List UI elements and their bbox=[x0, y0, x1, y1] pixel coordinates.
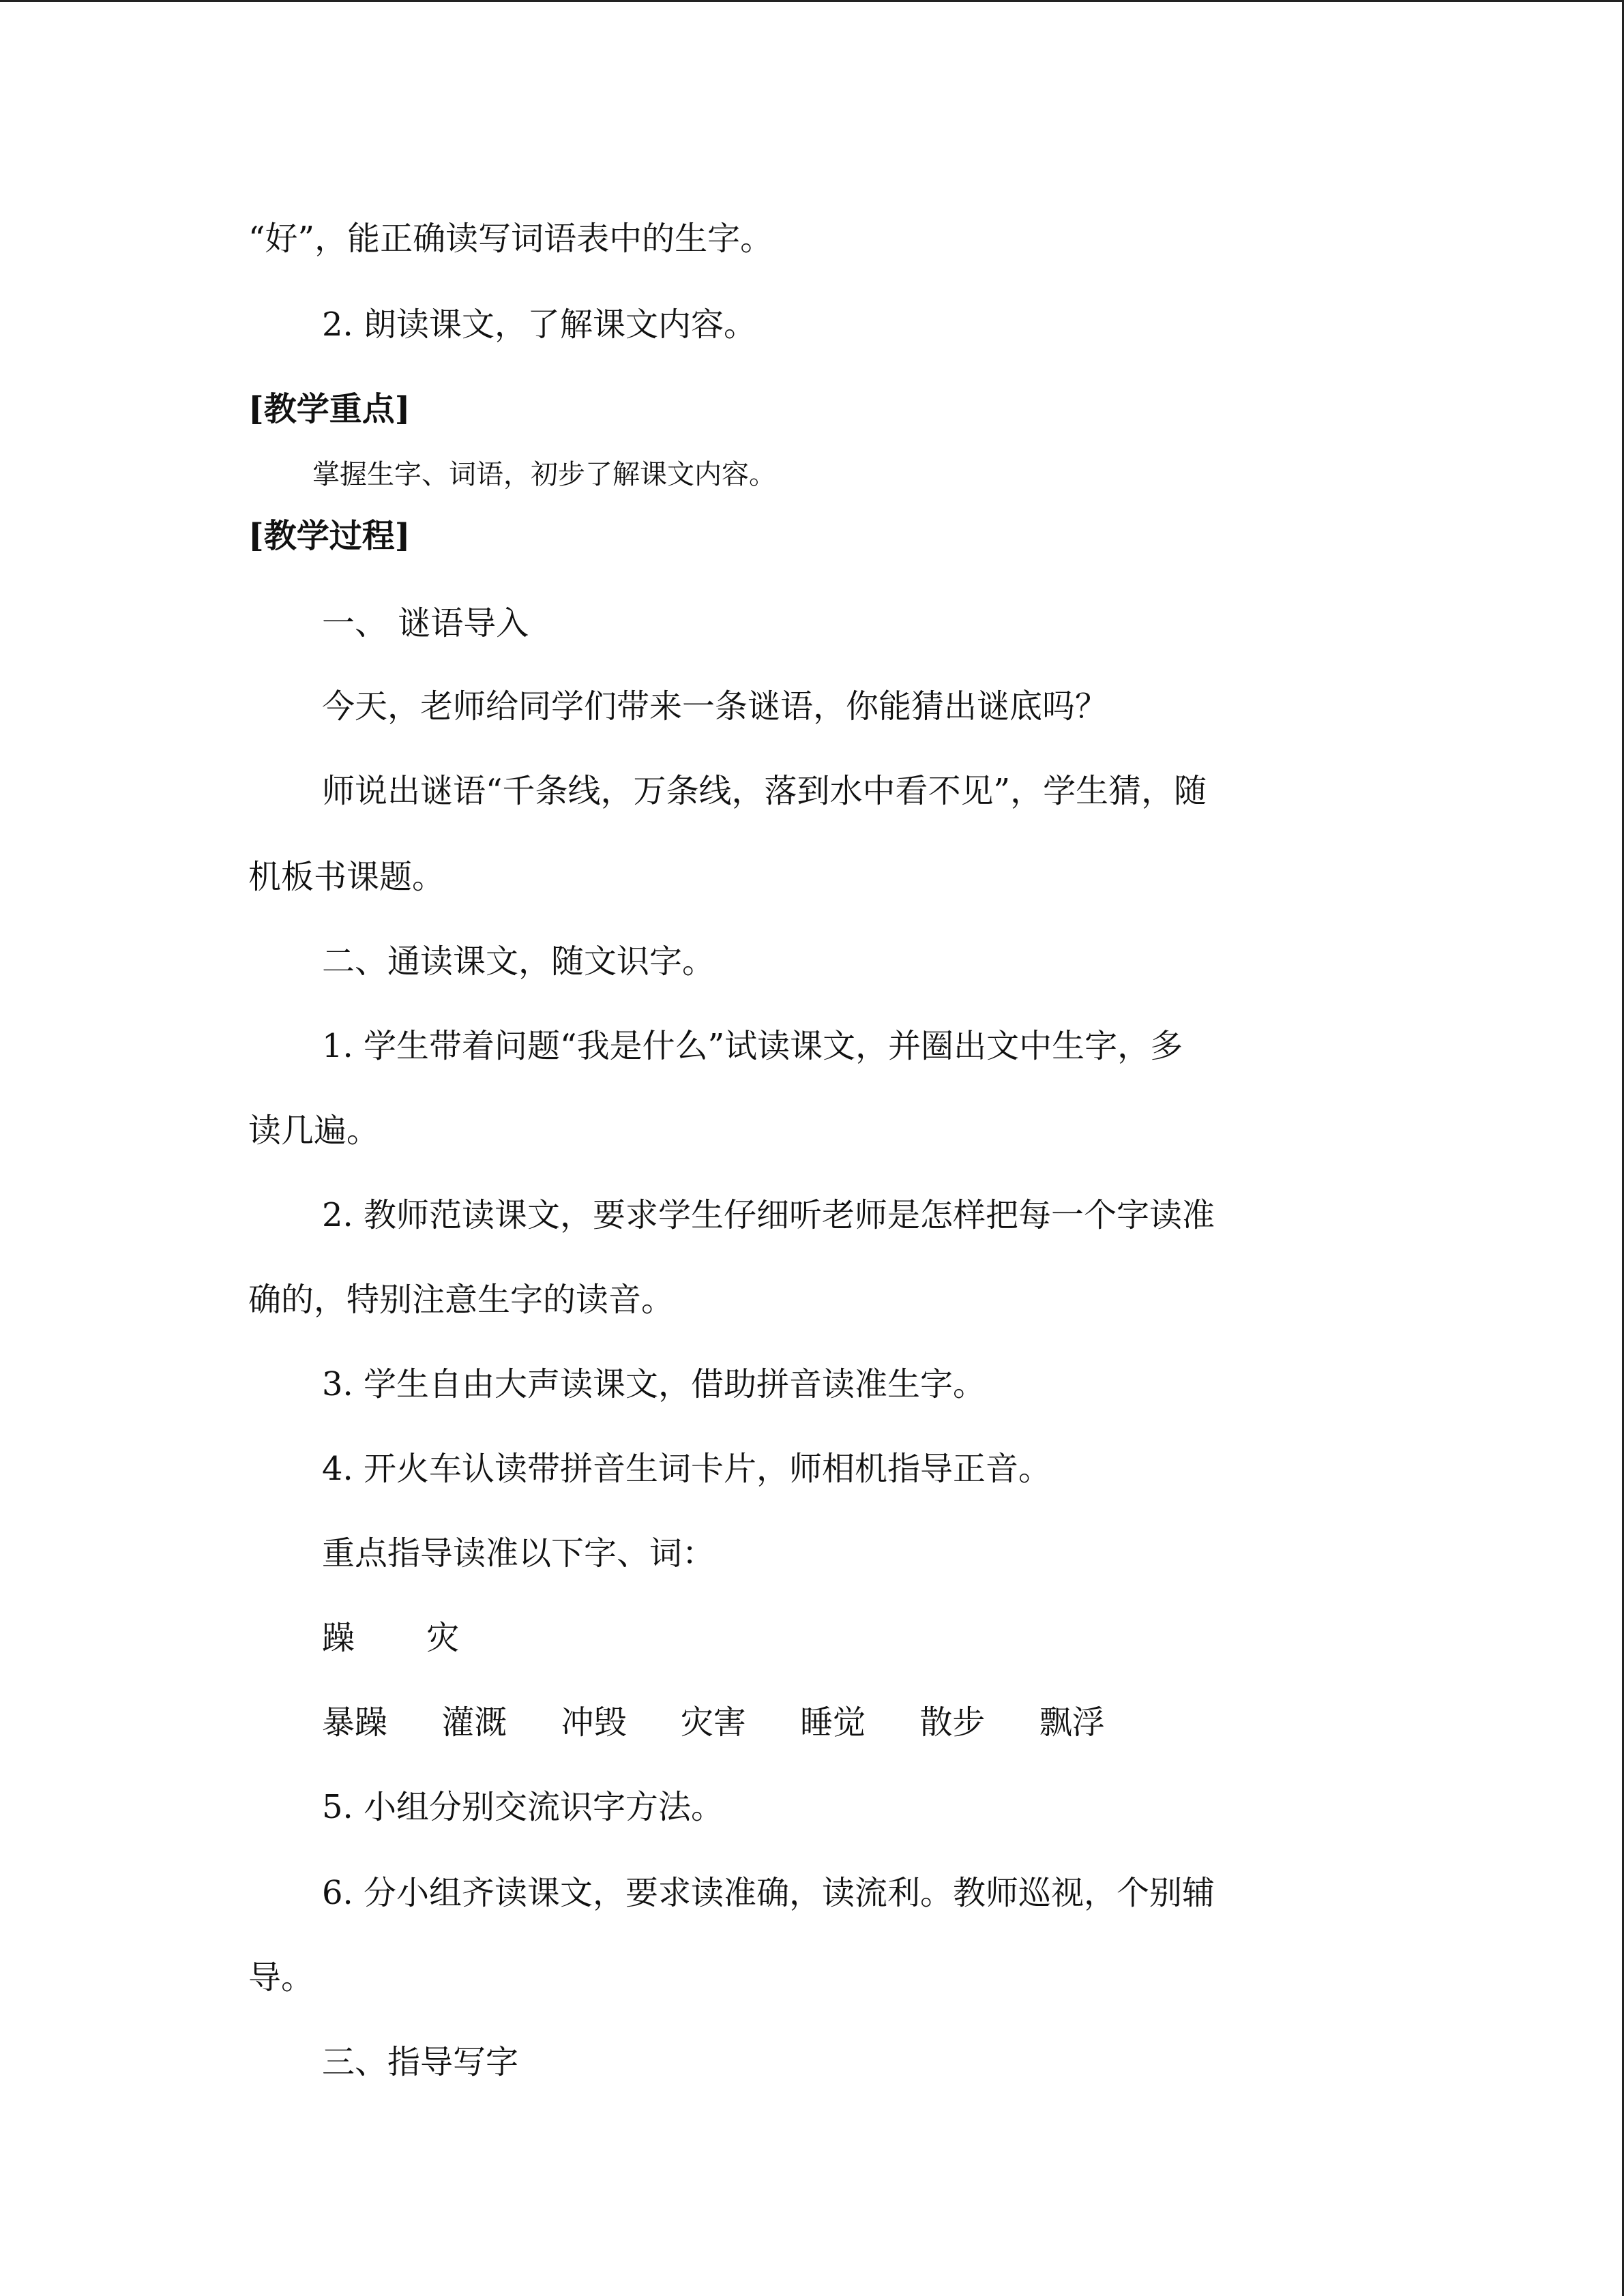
section1-title: 一、 谜语导入 bbox=[322, 604, 529, 642]
section2-step6-line-2: 导。 bbox=[248, 1958, 314, 1997]
key-points-heading: [教学重点] bbox=[248, 390, 411, 428]
focus-characters bbox=[322, 1617, 1447, 1658]
process-heading: [教学过程] bbox=[248, 517, 411, 555]
focus-word: 散步 bbox=[919, 1703, 986, 1742]
section2-step1-line-2: 读几遍。 bbox=[248, 1112, 380, 1150]
focus-word: 灾害 bbox=[680, 1703, 746, 1742]
section2-step2-line-1: 2. 教师范读课文，要求学生仔细听老师是怎样把每一个字读准 bbox=[322, 1196, 1215, 1234]
section2-focus-intro: 重点指导读准以下字、词： bbox=[322, 1534, 715, 1572]
section2-step4: 4. 开火车认读带拼音生词卡片，师相机指导正音。 bbox=[322, 1450, 1052, 1488]
objective-item-2: 2. 朗读课文，了解课文内容。 bbox=[322, 305, 757, 344]
objective-line-continued: “好”，能正确读写词语表中的生字。 bbox=[248, 220, 773, 258]
section3-title: 三、指导写字 bbox=[322, 2043, 519, 2081]
focus-word: 暴躁 bbox=[322, 1703, 388, 1742]
focus-words bbox=[322, 1702, 1447, 1743]
section2-step6-line-1: 6. 分小组齐读课文，要求读准确，读流利。教师巡视，个别辅 bbox=[322, 1874, 1215, 1912]
section2-step5: 5. 小组分别交流识字方法。 bbox=[322, 1788, 724, 1826]
focus-word: 冲毁 bbox=[561, 1703, 627, 1742]
focus-char: 灾 bbox=[426, 1619, 460, 1657]
section2-step3: 3. 学生自由大声读课文，借助拼音读准生字。 bbox=[322, 1365, 986, 1403]
section1-paragraph-2-line-2: 机板书课题。 bbox=[248, 858, 445, 896]
key-points-text: 掌握生字、词语，初步了解课文内容。 bbox=[312, 459, 776, 490]
section1-paragraph-2-line-1: 师说出谜语“千条线，万条线，落到水中看不见”，学生猜，随 bbox=[322, 772, 1207, 810]
focus-word: 飘浮 bbox=[1039, 1703, 1105, 1742]
focus-char: 躁 bbox=[322, 1619, 355, 1657]
focus-word: 睡觉 bbox=[800, 1703, 866, 1742]
section2-title: 二、通读课文，随文识字。 bbox=[322, 942, 715, 981]
focus-word: 灌溉 bbox=[441, 1703, 507, 1742]
section1-paragraph-1: 今天，老师给同学们带来一条谜语，你能猜出谜底吗？ bbox=[322, 687, 1108, 726]
section2-step1-line-1: 1. 学生带着问题“我是什么”试读课文，并圈出文中生字，多 bbox=[322, 1027, 1183, 1065]
section2-step2-line-2: 确的，特别注意生字的读音。 bbox=[248, 1281, 675, 1319]
